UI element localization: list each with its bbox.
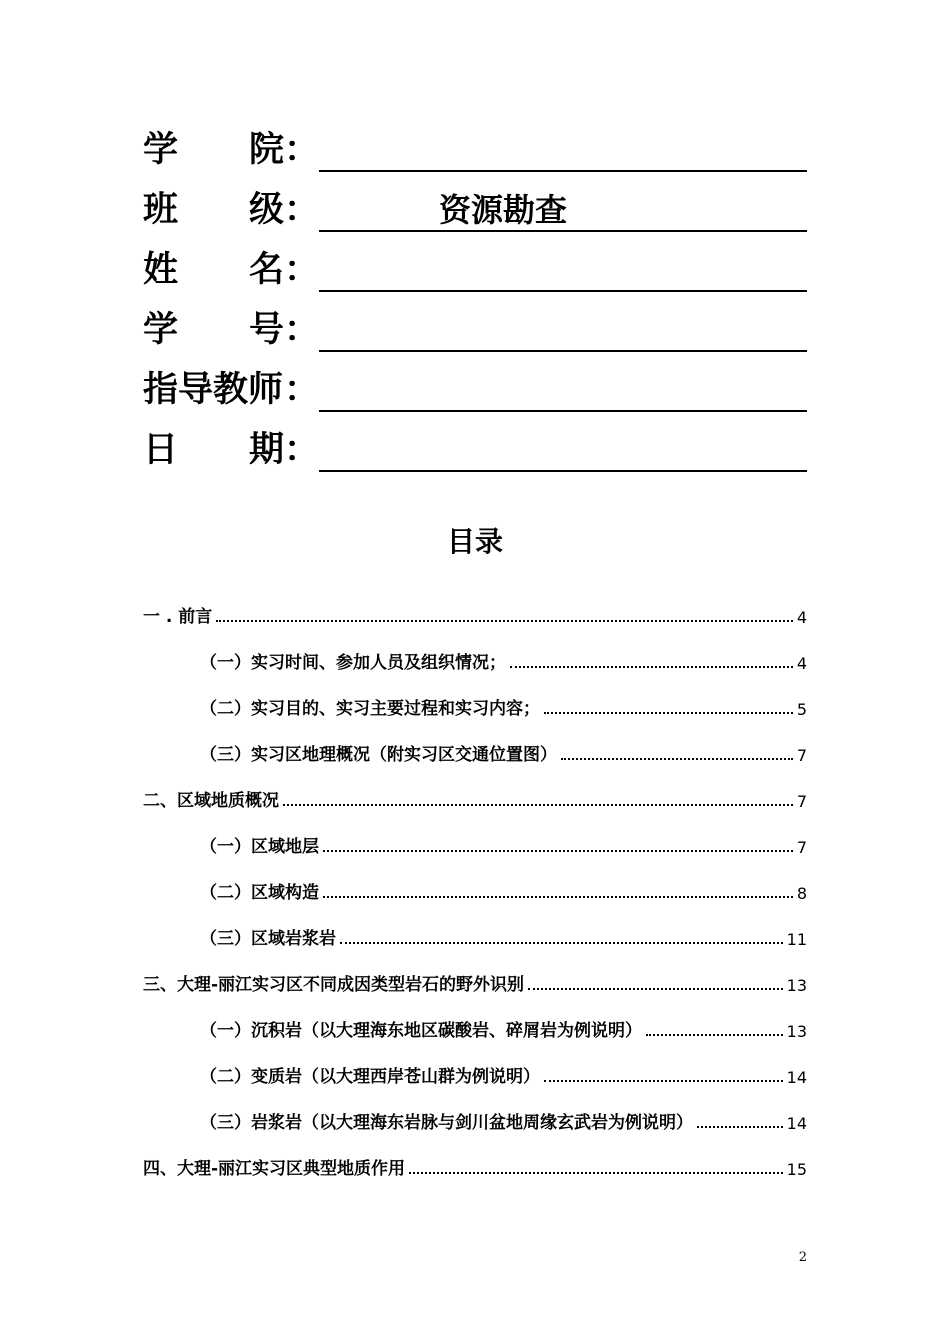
- toc-entry-page: 7: [796, 792, 807, 811]
- form-colon: ：: [284, 250, 320, 290]
- form-row-advisor: [143, 362, 807, 412]
- form-field-college[interactable]: [319, 122, 807, 172]
- toc-leader-dots: [697, 1125, 783, 1128]
- label-char: 指导教师: [143, 370, 284, 410]
- form-colon: ：: [284, 430, 320, 470]
- toc-entry-text: （二）变质岩（以大理西岸苍山群为例说明）: [200, 1067, 540, 1087]
- form-colon: ：: [284, 310, 320, 350]
- toc-entry-text: （一）实习时间、参加人员及组织情况；: [200, 653, 506, 673]
- toc-entry-page: 7: [796, 838, 807, 857]
- label-char: 号: [248, 310, 284, 350]
- toc-entry-text: （一）区域地层: [200, 837, 319, 857]
- toc-entry[interactable]: [200, 879, 807, 903]
- label-char: 院: [248, 130, 284, 170]
- label-char: 班: [143, 190, 179, 230]
- form-field-class[interactable]: [319, 182, 807, 232]
- form-row-college: [143, 122, 807, 172]
- form-label-class: [143, 190, 284, 230]
- form-field-advisor[interactable]: [319, 362, 807, 412]
- form-label-college: [143, 130, 284, 170]
- form-label-student-id: [143, 310, 284, 350]
- page-number: 2: [798, 1250, 807, 1265]
- toc-entry-text: （二）区域构造: [200, 883, 319, 903]
- toc-entry[interactable]: [200, 833, 807, 857]
- form-field-date[interactable]: [319, 422, 807, 472]
- toc-leader-dots: [510, 665, 793, 668]
- toc-leader-dots: [528, 987, 783, 990]
- label-char: 学: [143, 130, 179, 170]
- toc-entry-text: 四、大理-丽江实习区典型地质作用: [143, 1159, 406, 1179]
- toc-entry[interactable]: [143, 787, 807, 811]
- toc-leader-dots: [283, 803, 793, 806]
- toc-entry[interactable]: [200, 741, 807, 765]
- toc-entry-text: （三）实习区地理概况（附实习区交通位置图）: [200, 745, 557, 765]
- toc-entry-page: 14: [786, 1068, 807, 1087]
- form-row-class: [143, 182, 807, 232]
- toc-entry[interactable]: [143, 603, 807, 627]
- toc-entry[interactable]: [200, 1109, 807, 1133]
- label-char: 日: [143, 430, 179, 470]
- toc-leader-dots: [646, 1033, 783, 1036]
- form-colon: ：: [284, 370, 320, 410]
- label-char: 姓: [143, 250, 179, 290]
- toc-leader-dots: [561, 757, 793, 760]
- toc-entry-page: 4: [796, 608, 807, 627]
- toc-entry-page: 8: [796, 884, 807, 903]
- toc-leader-dots: [544, 1079, 783, 1082]
- toc-entry[interactable]: [200, 649, 807, 673]
- toc-entry-page: 13: [786, 976, 807, 995]
- toc-entry[interactable]: [143, 971, 807, 995]
- toc-entry[interactable]: [143, 1155, 807, 1179]
- toc-entry-text: 一 . 前言: [143, 607, 213, 627]
- label-char: 名: [248, 250, 284, 290]
- label-char: 学: [143, 310, 179, 350]
- form-colon: ：: [284, 190, 320, 230]
- toc-leader-dots: [544, 711, 793, 714]
- toc-leader-dots: [340, 941, 783, 944]
- toc-entry-page: 14: [786, 1114, 807, 1133]
- label-char: 期: [248, 430, 284, 470]
- toc-entry-page: 11: [786, 930, 807, 949]
- toc-entry-page: 13: [786, 1022, 807, 1041]
- toc-entry-text: （二）实习目的、实习主要过程和实习内容；: [200, 699, 540, 719]
- form-colon: ：: [284, 130, 320, 170]
- form-label-name: [143, 250, 284, 290]
- form-row-student-id: [143, 302, 807, 352]
- toc-entry-text: （三）岩浆岩（以大理海东岩脉与剑川盆地周缘玄武岩为例说明）: [200, 1113, 693, 1133]
- form-row-date: [143, 422, 807, 472]
- toc-leader-dots: [323, 895, 793, 898]
- toc-entry[interactable]: [200, 925, 807, 949]
- toc-entry-text: （一）沉积岩（以大理海东地区碳酸岩、碎屑岩为例说明）: [200, 1021, 642, 1041]
- toc-entry-page: 15: [786, 1160, 807, 1179]
- toc-entry[interactable]: [200, 1063, 807, 1087]
- toc-entry[interactable]: [200, 695, 807, 719]
- toc-leader-dots: [323, 849, 793, 852]
- form-field-name[interactable]: [319, 242, 807, 292]
- form-value-class: 资源勘查: [438, 191, 567, 229]
- toc-entry-text: （三）区域岩浆岩: [200, 929, 336, 949]
- toc-leader-dots: [409, 1171, 783, 1174]
- toc-entry-text: 三、大理-丽江实习区不同成因类型岩石的野外识别: [143, 975, 525, 995]
- toc-entry-page: 7: [796, 746, 807, 765]
- toc-leader-dots: [216, 619, 793, 622]
- toc-entry-page: 4: [796, 654, 807, 673]
- label-char: 级: [248, 190, 284, 230]
- toc-title: 目录: [446, 525, 503, 558]
- toc-entry[interactable]: [200, 1017, 807, 1041]
- toc-entry-text: 二、区域地质概况: [143, 791, 279, 811]
- form-row-name: [143, 242, 807, 292]
- toc-entry-page: 5: [796, 700, 807, 719]
- form-label-date: [143, 430, 284, 470]
- form-field-student-id[interactable]: [319, 302, 807, 352]
